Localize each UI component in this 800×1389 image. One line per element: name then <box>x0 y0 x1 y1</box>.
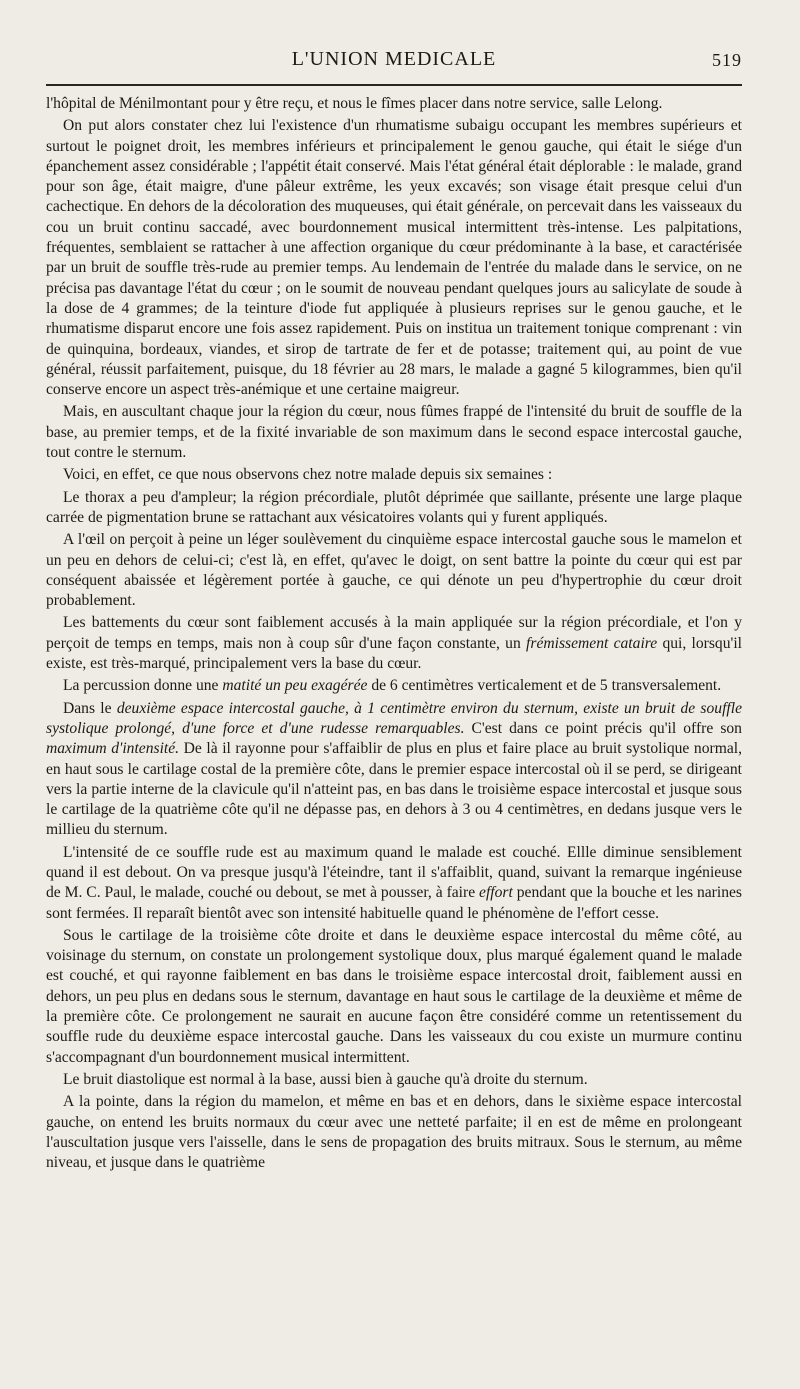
header-rule <box>46 84 742 86</box>
text-run: qui, lorsqu'il existe, est très-marqué, principalement vers la base du cœur. <box>46 634 742 673</box>
text-run: l'hôpital de Ménilmontant pour y être reçu, et nous le fîmes placer dans notre service, salle Lelong. <box>46 95 663 112</box>
text-run: A la pointe, dans la région du mamelon, et même en bas et en dehors, dans le sixième espace intercostal gauche, on entend les bruits normaux du cœur avec une netteté parfaite; il en est de même en prolongeant l'auscultation jusque vers l'aisselle, dans le sens de propagation des bruits mitraux. Sous le sternum, au même niveau, et jusque dans le quatrième <box>46 1093 742 1172</box>
text-run: L'intensité de ce souffle rude est au maximum quand le malade est couché. Ellle diminue sensiblement quand il est debout. On va presque jusqu'à l'éteindre, tant il s'affaiblit, quand, suivant la remarque ingénieuse de M. C. Paul, le malade, couché ou debout, se met à pousser, à faire <box>46 843 742 902</box>
italic-text: maximum d'intensité. <box>46 740 180 758</box>
text-run: Voici, en effet, ce que nous observons chez notre malade depuis six semaines : <box>63 466 553 484</box>
paragraph <box>46 488 742 529</box>
paragraph <box>46 116 742 400</box>
paragraph <box>46 1070 742 1090</box>
text-run: A l'œil on perçoit à peine un léger soulèvement du cinquième espace intercostal gauche sous le mamelon et un peu en dehors de celui-ci; c'est là, en effet, qu'avec le doigt, on sent battre la pointe du cœur qui est par conséquent abaissée et légèrement portée à gauche, ce qui dénote un peu d'hypertrophie du cœur droit probablement. <box>46 531 742 610</box>
page-header <box>46 40 742 78</box>
text-run: pendant que la bouche et les narines sont fermées. Il reparaît bientôt avec son intensité habituelle quand le phénomène de l'effort cesse. <box>46 884 742 922</box>
text-run: Mais, en auscultant chaque jour la région du cœur, nous fûmes frappé de l'intensité du bruit de souffle de la base, au premier temps, et de la fixité invariable de son maximum dans le second espace intercostal gauche, tout contre le sternum. <box>46 403 742 462</box>
text-run: Dans le <box>63 699 117 717</box>
running-title: L'UNION MEDICALE <box>291 48 497 70</box>
paragraph <box>46 843 742 924</box>
paragraph <box>46 676 742 696</box>
text-run: Le bruit diastolique est normal à la base, aussi bien à gauche qu'à droite du sternum. <box>63 1070 588 1088</box>
text-run: de 6 centimètres verticalement et de 5 transversalement. <box>367 677 722 695</box>
italic-text: frémissement cataire <box>526 634 658 652</box>
paragraph <box>46 699 742 841</box>
text-run: Les battements du cœur sont faiblement accusés à la main appliquée sur la région précordiale, et l'on y perçoit de temps en temps, mais non à coup sûr d'une façon constante, un <box>46 614 742 652</box>
text-run: C'est dans ce point précis qu'il offre son <box>464 719 742 737</box>
text-run: Le thorax a peu d'ampleur; la région précordiale, plutôt déprimée que saillante, présente une large plaque carrée de pigmentation brune se rattachant aux vésicatoires volants qui y furent appliqués. <box>46 488 742 526</box>
paragraph <box>46 530 742 611</box>
text-run: Sous le cartilage de la troisième côte droite et dans le deuxième espace intercostal du même côté, au voisinage du sternum, on constate un prolongement systolique doux, plus marqué également quand le malade est couché, et qui rayonne faiblement en bas dans le troisième espace intercostal droit, faiblement aussi en dehors, un peu plus en dedans sous le sternum, davantage en haut sous le cartilage de la deuxième et même de la première côte. Ce prolongement ne saurait en aucune façon être considéré comme un retentissement du souffle rude du deuxième espace intercostal gauche. Dans les vaisseaux du cou existe un murmure continu s'accompagnant d'un bourdonnement musical intermittent. <box>46 926 742 1066</box>
paragraph <box>46 94 742 114</box>
italic-text: effort <box>479 884 513 902</box>
paragraph <box>46 465 742 485</box>
text-run: De là il rayonne pour s'affaiblir de plus en plus et faire place au bruit systolique normal, en haut sous le cartilage costal de la première côte, dans le premier espace intercostal où il se perd, se dirigeant vers la partie interne de la clavicule qu'il n'atteint pas, en bas dans le troisième espace intercostal et jusque sous le cartilage de la quatrième côte qu'il ne dépasse pas, en dehors à 3 ou 4 centimètres, en dedans jusque vers le millieu du sternum. <box>46 740 742 839</box>
paragraph <box>46 402 742 463</box>
paragraph <box>46 613 742 674</box>
paragraph <box>46 926 742 1068</box>
page-number: 519 <box>712 50 742 70</box>
italic-text: matité un peu exagérée <box>222 677 368 695</box>
text-run: On put alors constater chez lui l'existence d'un rhumatisme subaigu occupant les membres supérieurs et surtout le poignet droit, les membres inférieurs et principalement le genou gauche, qui était le siége d'un épanchement assez considérable ; l'appétit était conservé. Mais l'état général était déplorable : le malade, grand pour son âge, était maigre, d'une pâleur extrême, les yeux excavés; son visage était presque celui d'un cachectique. En dehors de la décoloration des muqueuses, qui était générale, on percevait dans les vaisseaux du cou un bruit continu saccadé, avec bourdonnement musical intermittent très-intense. Les palpitations, fréquentes, semblaient se rattacher à une affection organique du cœur prédominante à la base, et caractérisée par un bruit de souffle très-rude au premier temps. Au lendemain de l'entrée du malade dans le service, on ne précisa pas davantage l'état du cœur ; on le soumit de nouveau pendant quelques jours au salicylate de soude à la dose de 4 grammes; de la teinture d'iode fut appliquée à plusieurs reprises sur le genou gauche, et le rhumatisme disparut encore une fois assez rapidement. Puis on institua un traitement tonique comprenant : vin de quinquina, bordeaux, viandes, et sirop de tartrate de fer et de potasse; traitement qui, au point de vue général, réussit parfaitement, puisque, du 18 février au 28 mars, le malade a gagné 5 kilogrammes, bien qu'il conserve encore un aspect très-anémique et une certaine maigreur. <box>46 117 742 399</box>
article-body <box>46 94 742 1173</box>
italic-text: deuxième espace intercostal gauche, à 1 centimètre environ du sternum, existe un bruit de souffle systolique prolongé, d'une force et d'une rudesse remarquables. <box>46 699 742 737</box>
text-run: La percussion donne une <box>63 677 223 695</box>
paragraph <box>46 1092 742 1173</box>
